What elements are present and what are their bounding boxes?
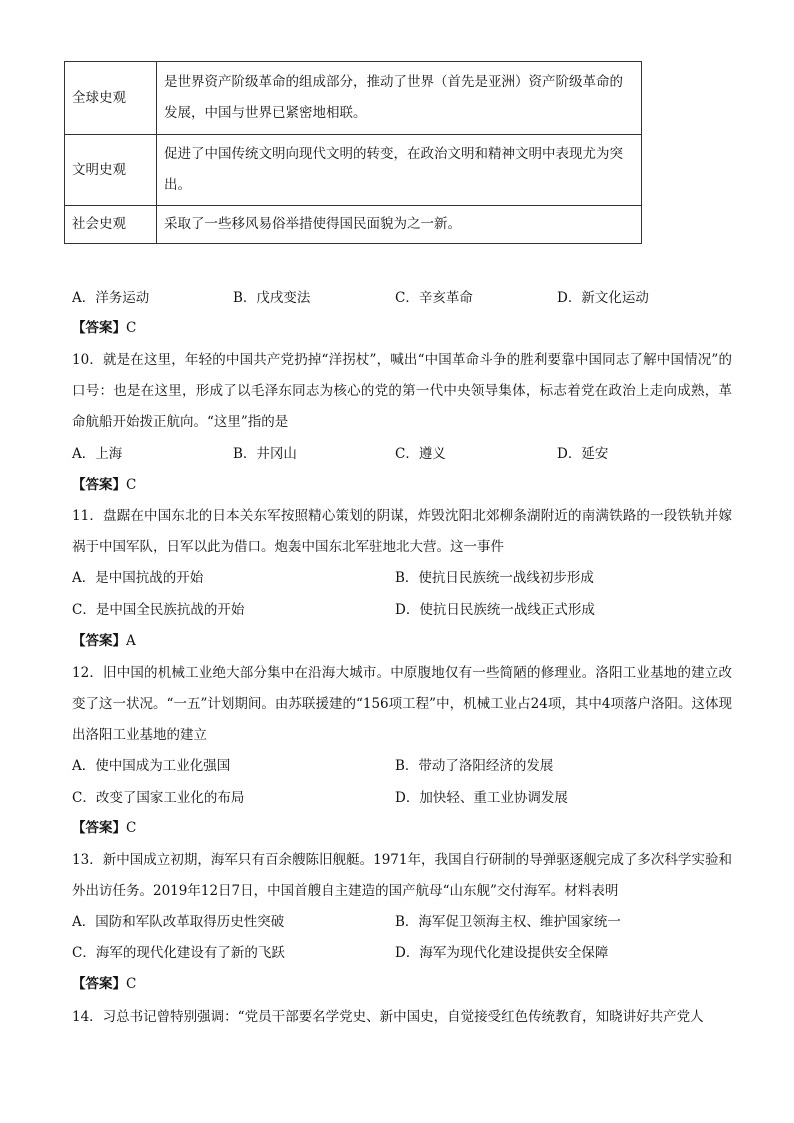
answer-line	[72, 818, 136, 838]
table-row	[65, 206, 642, 244]
question-11-stem: 11．盘踞在中国东北的日本关东军按照精心策划的阴谋，炸毁沈阳北郊柳条湖附近的南满铁路的一段铁轨并嫁祸于中国军队，日军以此为借口。炮轰中国东北军驻地北大营。这一事件	[72, 508, 732, 555]
option-a: A．上海	[72, 446, 123, 462]
table-cell-value: 促进了中国传统文明向现代文明的转变，在政治文明和精神文明中表现尤为突出。	[157, 135, 642, 206]
answer-value: C	[126, 976, 137, 992]
table-row	[65, 62, 642, 135]
option-d: D．使抗日民族统一战线正式形成	[395, 602, 595, 618]
option-a: A．是中国抗战的开始	[72, 570, 204, 586]
table-cell-key: 社会史观	[65, 206, 157, 244]
table-cell-value: 采取了一些移风易俗举措使得国民面貌为之一新。	[157, 206, 642, 244]
option-b: B．海军促卫领海主权、维护国家统一	[395, 914, 621, 930]
answer-label: 【答案】	[72, 976, 126, 992]
table-cell-key: 文明史观	[65, 135, 157, 206]
option-b: B．带动了洛阳经济的发展	[395, 758, 554, 774]
option-c: C．改变了国家工业化的布局	[72, 790, 245, 806]
question-10-stem: 10．就是在这里，年轻的中国共产党扔掉“洋拐杖”，喊出“中国革命斗争的胜利要靠中国同志了解中国情况”的口号：也是在这里，形成了以毛泽东同志为核心的党的第一代中央领导集体，标志着党在政治上走向成熟，革命航船开始拨正航向。“这里”指的是	[72, 352, 732, 430]
answer-value: C	[126, 320, 137, 336]
option-c: C．遵义	[395, 446, 446, 462]
option-c: C．海军的现代化建设有了新的飞跃	[72, 945, 285, 961]
table-cell-key: 全球史观	[65, 62, 157, 135]
answer-label: 【答案】	[72, 633, 126, 649]
answer-line	[72, 631, 136, 651]
option-c: C．辛亥革命	[395, 290, 473, 306]
question-14-stem: 14．习总书记曾特别强调：“党员干部要名学党史、新中国史，自觉接受红色传统教育，知晓讲好共产党人	[72, 1009, 704, 1025]
answer-label: 【答案】	[72, 820, 126, 836]
answer-label: 【答案】	[72, 320, 126, 336]
answer-line	[72, 475, 136, 495]
option-b: B．井冈山	[233, 446, 297, 462]
option-d: D．延安	[557, 446, 609, 462]
option-a: A．洋务运动	[72, 290, 150, 306]
option-d: D．加快轻、重工业协调发展	[395, 790, 568, 806]
option-d: D．海军为现代化建设提供安全保障	[395, 945, 609, 961]
question-12-stem: 12．旧中国的机械工业绝大部分集中在沿海大城市。中原腹地仅有一些简陋的修理业。洛阳工业基地的建立改变了这一状况。“一五”计划期间。由苏联援建的“156项工程”中，机械工业占24项，其中4项落户洛阳。这体现出洛阳工业基地的建立	[72, 665, 732, 743]
option-b: B．使抗日民族统一战线初步形成	[395, 570, 594, 586]
answer-value: C	[126, 477, 137, 493]
answer-line	[72, 318, 136, 338]
table-row	[65, 135, 642, 206]
table-cell-value: 是世界资产阶级革命的组成部分，推动了世界（首先是亚洲）资产阶级革命的发展，中国与世界已紧密地相联。	[157, 62, 642, 135]
answer-value: A	[126, 633, 136, 649]
answer-label: 【答案】	[72, 477, 126, 493]
option-b: B．戊戌变法	[233, 290, 311, 306]
answer-line	[72, 974, 136, 994]
history-perspective-table	[64, 61, 642, 244]
option-d: D．新文化运动	[557, 290, 649, 306]
question-13-stem: 13．新中国成立初期，海军只有百余艘陈旧舰艇。1971年，我国自行研制的导弹驱逐舰完成了多次科学实验和外出访任务。2019年12日7日，中国首艘自主建造的国产航母“山东舰”交付海军。材料表明	[72, 852, 732, 899]
option-a: A．使中国成为工业化强国	[72, 758, 231, 774]
option-a: A．国防和军队改革取得历史性突破	[72, 914, 285, 930]
answer-value: C	[126, 820, 137, 836]
option-c: C．是中国全民族抗战的开始	[72, 602, 245, 618]
